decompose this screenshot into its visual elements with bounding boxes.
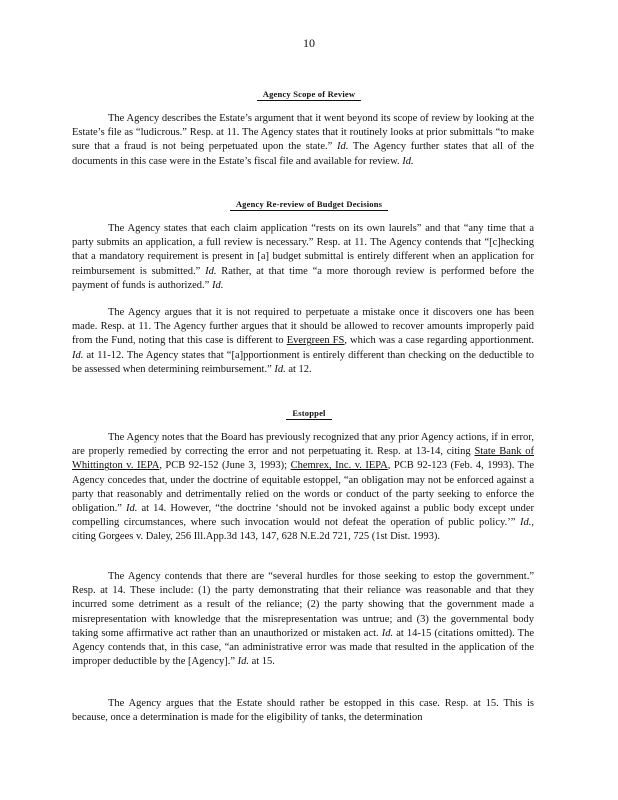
paragraph-text: The Agency states that each claim application “rests on its own laurels” and that “any time that a party submits an application, a full review is necessary.” Resp. at 11. The Agency contends that “[c]hecking that a mandatory requirement is present in [a] budget submittal is entirely different when an application for reimbursement is submitted.” bbox=[72, 223, 534, 277]
citation-id: Id. bbox=[336, 141, 349, 153]
section-heading-rereview: Agency Re-review of Budget Decisions bbox=[0, 197, 618, 211]
paragraph-text: The Agency notes that the Board has previously recognized that any prior Agency actions, if in error, are properly remedied by correcting the error and not perpetuating it. Resp. at 13-14, citing bbox=[72, 432, 534, 458]
citation-id: Id. bbox=[402, 155, 414, 167]
section-heading-estoppel: Estoppel bbox=[0, 406, 618, 420]
paragraph-text: The Agency argues that the Estate should rather be estopped in this case. Resp. at 15. This is because, once a determination is made for the eligibility of tanks, the determination bbox=[72, 698, 534, 724]
paragraph-text: at 11-12. The Agency states that “[a]pportionment is entirely different than checking on the deductible to be assessed when determining reimbursement.” bbox=[72, 349, 534, 375]
paragraph-text: , which was a case regarding apportionment. bbox=[344, 335, 534, 347]
paragraph-rereview-2 bbox=[72, 306, 534, 377]
citation-id: Id. bbox=[205, 265, 217, 277]
paragraph-text: Rather, at that time “a more thorough review is performed before the payment of funds is authorized.” bbox=[72, 265, 534, 291]
paragraph-text: , PCB 92-123 (Feb. 4, 1993). The Agency concedes that, under the doctrine of equitable estoppel, “an obligation may not be enforced against a party that reasonably and detrimentally relied on the words or conduct of the party seeking to enforce the obligation.” bbox=[72, 460, 534, 515]
page-number: 10 bbox=[303, 36, 315, 50]
paragraph-text: at 15. bbox=[248, 656, 275, 668]
paragraph-rereview-1 bbox=[72, 222, 534, 293]
section-heading-scope: Agency Scope of Review bbox=[0, 87, 618, 101]
paragraph-text: The Agency describes the Estate’s argument that it went beyond its scope of review by looking at the Estate’s file as “ludicrous.” Resp. at 11. The Agency states that it routinely looks at prior submittals “to make sure that a fraud is not being perpetuated upon the state.” bbox=[72, 113, 534, 153]
paragraph-text: at 14-15 (citations omitted). The Agency contends that, in this case, “an administrative error was made that resulted in the application of the improper deductible by the [Agency].” bbox=[72, 627, 534, 668]
paragraph-scope bbox=[72, 112, 534, 169]
citation-id: Id. bbox=[125, 503, 138, 515]
citation-id: Id. bbox=[520, 517, 532, 529]
paragraph-estoppel-3 bbox=[72, 697, 534, 725]
paragraph-text: The Agency contends that there are “several hurdles for those seeking to estop the government.” Resp. at 14. These include: (1) the party demonstrating that their reliance was reasonable and that they incurred some detriment as a result of the reliance; (2) the party showing that the government made a misrepresentation with knowledge that the misrepresentation was untrue; and (3) the governmental body taking some affirmative act rather than an unauthorized or mistaken act. bbox=[72, 571, 534, 639]
paragraph-text: at 14. However, “the doctrine ‘should not be invoked against a public body except under compelling circumstances, where such invocation would not defeat the operation of public policy.’” bbox=[72, 503, 534, 529]
case-citation: Chemrex, Inc. v. IEPA bbox=[290, 460, 388, 472]
paragraph-estoppel-2 bbox=[72, 570, 534, 669]
case-citation: Evergreen FS bbox=[286, 335, 345, 347]
paragraph-text: The Agency further states that all of the documents in this case were in the Estate’s fiscal file and available for review. bbox=[72, 141, 534, 167]
paragraph-text: , PCB 92-152 (June 3, 1993); bbox=[159, 460, 291, 472]
citation-id: Id. bbox=[211, 279, 224, 291]
paragraph-text: at 12. bbox=[285, 363, 312, 375]
case-citation: State Bank of Whittington v. IEPA bbox=[72, 446, 534, 472]
citation-id: Id. bbox=[381, 627, 394, 639]
paragraph-text: , citing Gorgees v. Daley, 256 Ill.App.3d 143, 147, 628 N.E.2d 721, 725 (1st Dist. 1993). bbox=[72, 517, 534, 543]
citation-id: Id. bbox=[274, 363, 286, 375]
citation-id: Id. bbox=[237, 656, 249, 668]
citation-id: Id. bbox=[72, 349, 84, 361]
paragraph-text: The Agency argues that it is not required to perpetuate a mistake once it discovers one has been made. Resp. at 11. The Agency further argues that it should be allowed to recover amounts improperly paid from the Fund, noting that this case is different to bbox=[72, 307, 534, 347]
paragraph-estoppel-1 bbox=[72, 431, 534, 545]
